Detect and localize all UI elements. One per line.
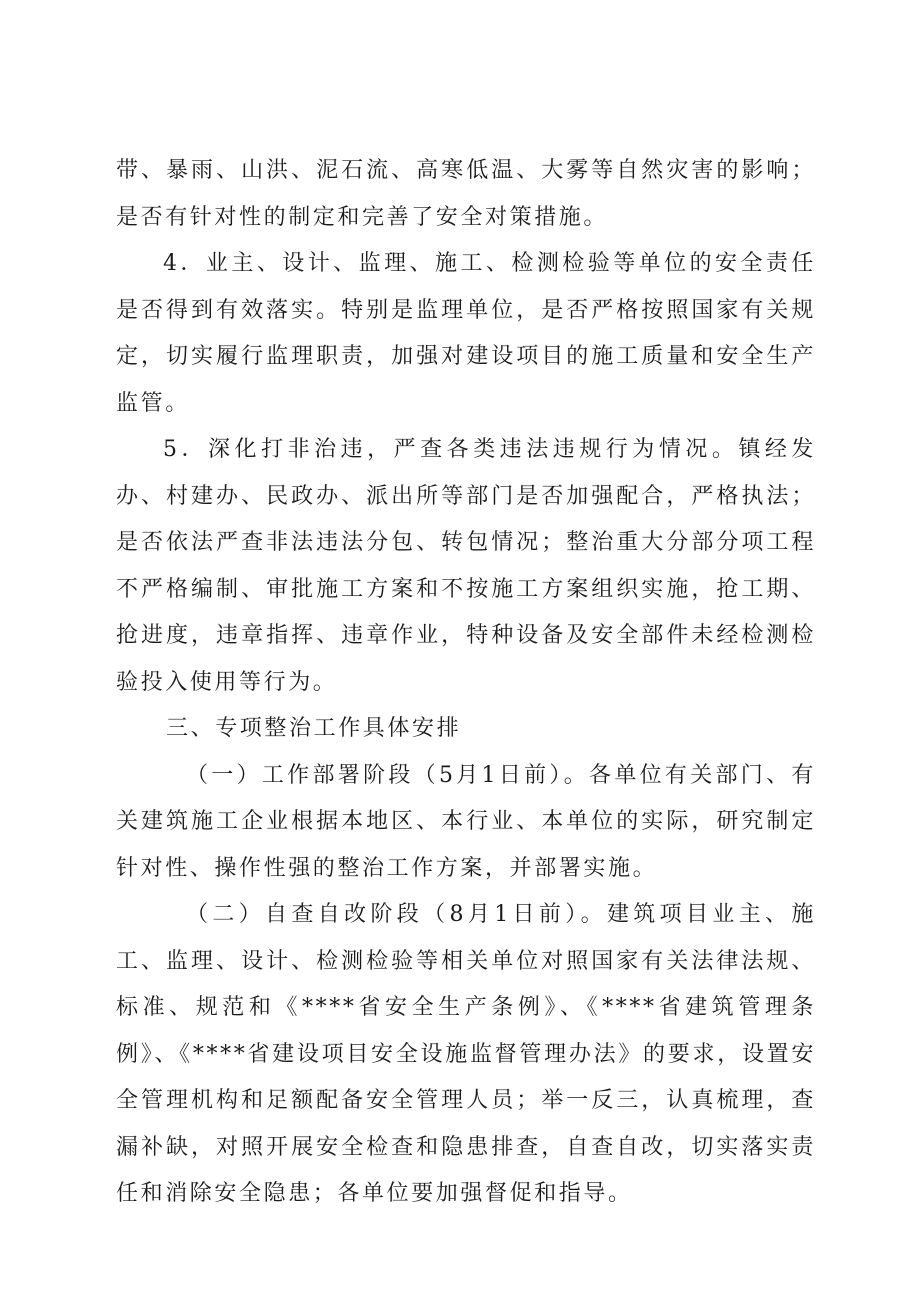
paragraph-continuation: 带、暴雨、山洪、泥石流、高寒低温、大雾等自然灾害的影响；是否有针对性的制定和完善了安全对策措施。 (116, 158, 816, 230)
document-page (116, 148, 816, 1218)
paragraph-item-4: 4．业主、设计、监理、施工、检测检验等单位的安全责任是否得到有效落实。特别是监理单位，是否严格按照国家有关规定，切实履行监理职责，加强对建设项目的施工质量和安全生产监管。 (116, 251, 816, 416)
paragraph-item-5: 5．深化打非治违，严查各类违法违规行为情况。镇经发办、村建办、民政办、派出所等部门是否加强配合，严格执法；是否依法严查非法违法分包、转包情况；整治重大分部分项工程不严格编制、审批施工方案和不按施工方案组织实施，抢工期、抢进度，违章指挥、违章作业，特种设备及安全部件未经检测检验投入使用等行为。 (116, 437, 816, 695)
paragraph-stage-1: （一）工作部署阶段（5月1日前）。各单位有关部门、有关建筑施工企业根据本地区、本行业、本单位的实际，研究制定针对性、操作性强的整治工作方案，并部署实施。 (116, 762, 816, 881)
paragraph-stage-2: （二）自查自改阶段（8月1日前）。建筑项目业主、施工、监理、设计、检测检验等相关单位对照国家有关法律法规、标准、规范和《****省安全生产条例》、《****省建筑管理条例》、《****省建设项目安全设施监督管理办法》的要求，设置安全管理机构和足额配备安全管理人员；举一反三，认真梳理，查漏补缺，对照开展安全检查和隐患排查，自查自改，切实落实责任和消除安全隐患；各单位要加强督促和指导。 (116, 902, 816, 1206)
section-heading-3: 三、专项整治工作具体安排 (166, 716, 462, 741)
